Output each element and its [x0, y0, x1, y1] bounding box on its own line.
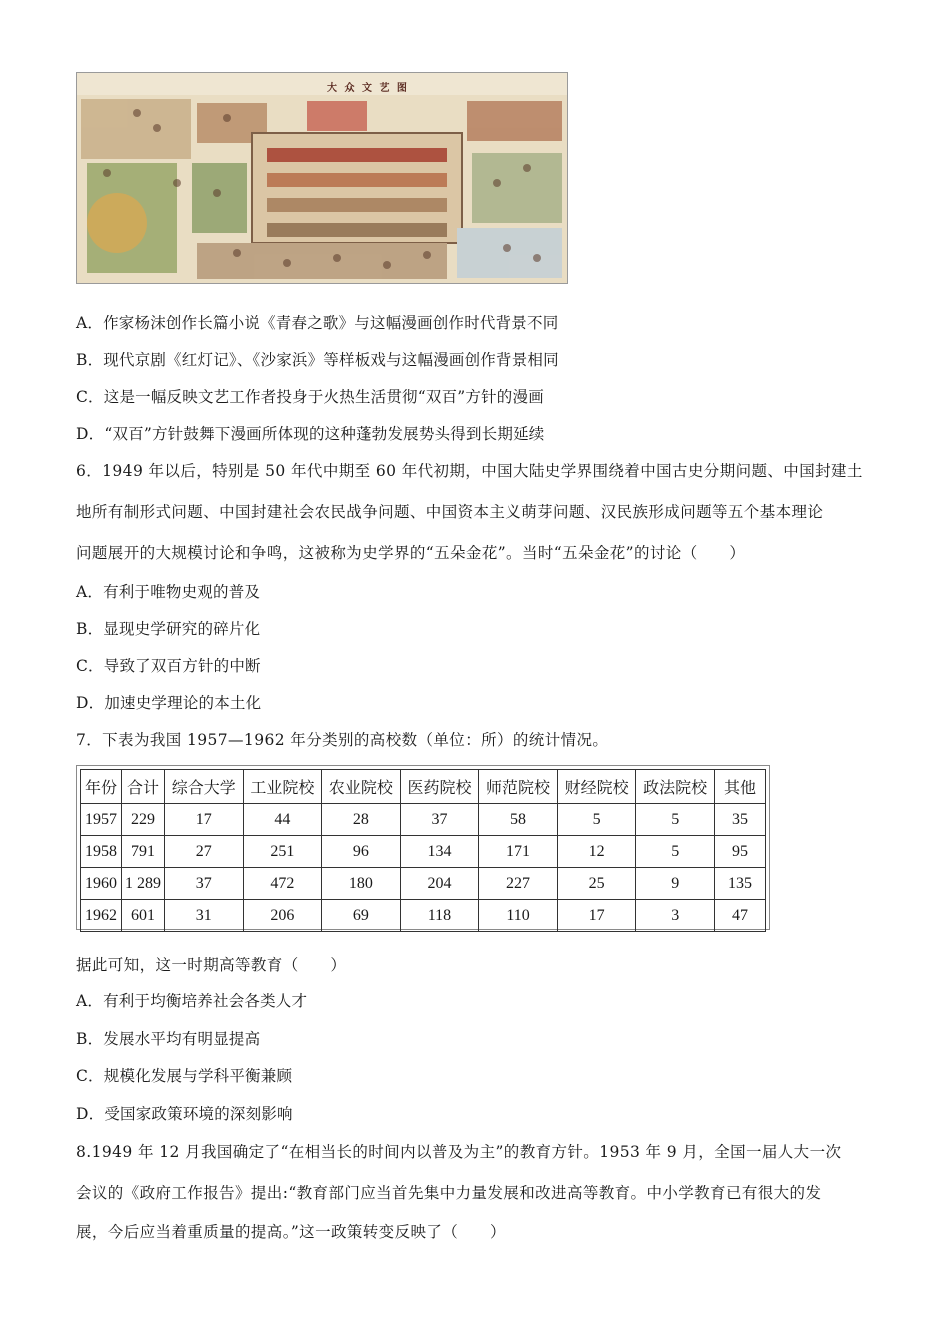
table-cell: 229 — [122, 804, 165, 836]
table-cell: 110 — [479, 900, 558, 932]
q5-option-b: B．现代京剧《红灯记》、《沙家浜》等样板戏与这幅漫画创作背景相同 — [76, 351, 559, 369]
q6-option-a: A．有利于唯物史观的普及 — [76, 583, 261, 601]
table-cell: 95 — [715, 836, 766, 868]
table-cell: 472 — [243, 868, 322, 900]
q7-option-a: A．有利于均衡培养社会各类人才 — [76, 992, 308, 1010]
table-header-cell: 综合大学 — [165, 770, 244, 804]
table-cell: 5 — [557, 804, 636, 836]
table-cell: 180 — [322, 868, 401, 900]
q6-option-d: D．加速史学理论的本土化 — [76, 694, 262, 712]
q8-stem-line-2: 会议的《政府工作报告》提出:“教育部门应当首先集中力量发展和改进高等教育。中小学教育已有很大的发 — [76, 1184, 822, 1202]
table-cell: 1960 — [81, 868, 122, 900]
table-cell: 17 — [557, 900, 636, 932]
table-cell: 27 — [165, 836, 244, 868]
table-header-cell: 年份 — [81, 770, 122, 804]
table-cell: 1962 — [81, 900, 122, 932]
table-header-cell: 医药院校 — [400, 770, 479, 804]
table-cell: 28 — [322, 804, 401, 836]
table-cell: 44 — [243, 804, 322, 836]
table-cell: 35 — [715, 804, 766, 836]
q5-option-c: C．这是一幅反映文艺工作者投身于火热生活贯彻“双百”方针的漫画 — [76, 388, 544, 406]
table-cell: 118 — [400, 900, 479, 932]
q6-option-b: B．显现史学研究的碎片化 — [76, 620, 261, 638]
q5-option-a: A．作家杨沫创作长篇小说《青春之歌》与这幅漫画创作时代背景不同 — [76, 314, 559, 332]
table-cell: 58 — [479, 804, 558, 836]
table-cell: 5 — [636, 804, 715, 836]
q5-option-d: D．“双百”方针鼓舞下漫画所体现的这种蓬勃发展势头得到长期延续 — [76, 425, 545, 443]
table-row — [81, 804, 766, 836]
table-header-row — [81, 770, 766, 804]
cartoon-image — [77, 73, 567, 283]
table-cell: 69 — [322, 900, 401, 932]
table-cell: 791 — [122, 836, 165, 868]
table-cell: 134 — [400, 836, 479, 868]
table-header-cell: 工业院校 — [243, 770, 322, 804]
table-cell: 47 — [715, 900, 766, 932]
table-header-cell: 政法院校 — [636, 770, 715, 804]
table-header-cell: 合计 — [122, 770, 165, 804]
table-cell: 1957 — [81, 804, 122, 836]
q6-option-c: C．导致了双百方针的中断 — [76, 657, 261, 675]
table-cell: 31 — [165, 900, 244, 932]
table-cell: 171 — [479, 836, 558, 868]
table-cell: 251 — [243, 836, 322, 868]
table-cell: 3 — [636, 900, 715, 932]
table-row — [81, 836, 766, 868]
table-cell: 1958 — [81, 836, 122, 868]
table-cell: 25 — [557, 868, 636, 900]
q6-stem-line-3: 问题展开的大规模讨论和争鸣，这被称为史学界的“五朵金花”。当时“五朵金花”的讨论（ ） — [76, 544, 746, 562]
q7-option-c: C．规模化发展与学科平衡兼顾 — [76, 1067, 293, 1085]
q6-stem-line-2: 地所有制形式问题、中国封建社会农民战争问题、中国资本主义萌芽问题、汉民族形成问题等五个基本理论 — [76, 503, 824, 521]
q7-option-d: D．受国家政策环境的深刻影响 — [76, 1105, 293, 1123]
table-header-cell: 师范院校 — [479, 770, 558, 804]
table-row — [81, 868, 766, 900]
table-cell: 12 — [557, 836, 636, 868]
table-cell: 135 — [715, 868, 766, 900]
q7-option-b: B．发展水平均有明显提高 — [76, 1030, 261, 1048]
table-cell: 37 — [400, 804, 479, 836]
table-header-cell: 财经院校 — [557, 770, 636, 804]
table-cell: 206 — [243, 900, 322, 932]
table-cell: 17 — [165, 804, 244, 836]
table-cell: 601 — [122, 900, 165, 932]
table-cell: 204 — [400, 868, 479, 900]
college-stats-table — [76, 765, 770, 930]
table-header-cell: 其他 — [715, 770, 766, 804]
q6-stem-line-1: 6．1949 年以后，特别是 50 年代中期至 60 年代初期，中国大陆史学界围绕着中国古史分期问题、中国封建土 — [76, 462, 863, 480]
table-cell: 227 — [479, 868, 558, 900]
q8-stem-line-1: 8.1949 年 12 月我国确定了“在相当长的时间内以普及为主”的教育方针。1953 年 9 月，全国一届人大一次 — [76, 1143, 842, 1161]
table-cell: 1 289 — [122, 868, 165, 900]
table-cell: 37 — [165, 868, 244, 900]
cartoon-title: 大 众 文 艺 图 — [327, 83, 409, 94]
q7-intro: 7．下表为我国 1957—1962 年分类别的高校数（单位：所）的统计情况。 — [76, 731, 609, 749]
table-cell: 9 — [636, 868, 715, 900]
table-header-cell: 农业院校 — [322, 770, 401, 804]
q7-stem: 据此可知，这一时期高等教育（ ） — [76, 956, 347, 974]
cartoon-illustration — [76, 72, 568, 284]
table-cell: 96 — [322, 836, 401, 868]
table-cell: 5 — [636, 836, 715, 868]
q8-stem-line-3: 展，今后应当着重质量的提高。”这一政策转变反映了（ ） — [76, 1223, 506, 1241]
table-row — [81, 900, 766, 932]
